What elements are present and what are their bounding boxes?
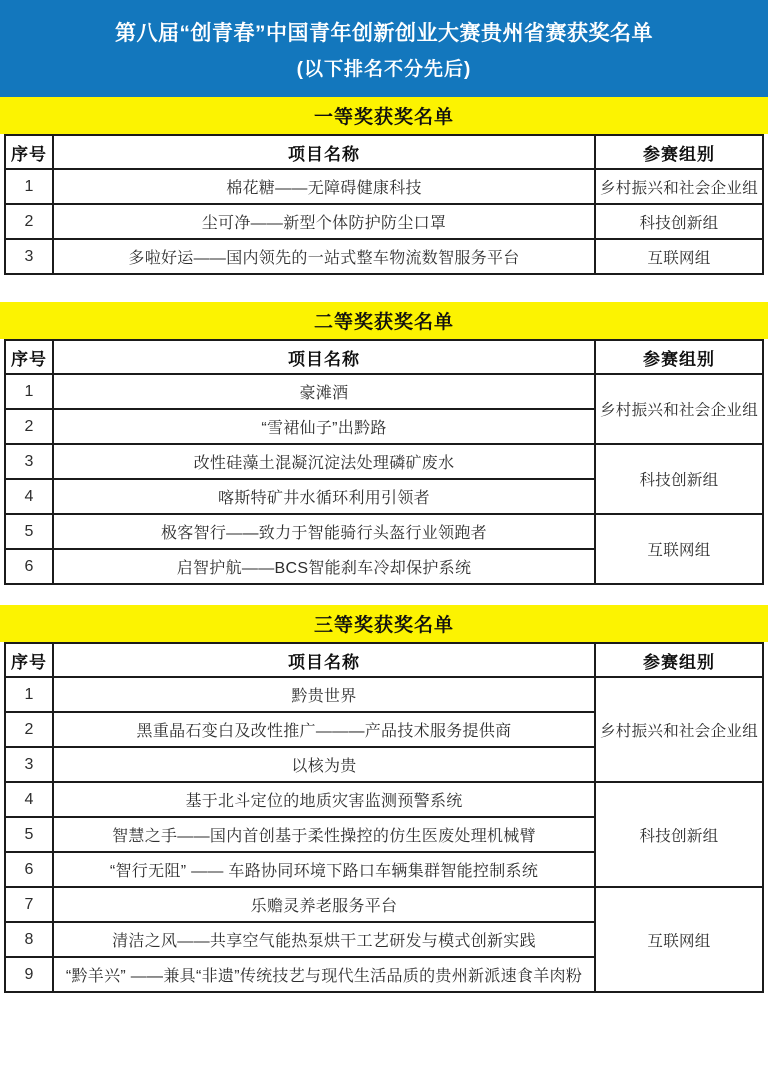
cell-no: 6 xyxy=(5,549,53,584)
cell-group: 互联网组 xyxy=(595,514,763,584)
section-banner: 三等奖获奖名单 xyxy=(0,605,768,642)
awards-table-body xyxy=(5,374,763,584)
cell-no: 4 xyxy=(5,479,53,514)
cell-project-name: 黑重晶石变白及改性推广———产品技术服务提供商 xyxy=(53,712,595,747)
section-banner: 一等奖获奖名单 xyxy=(0,97,768,134)
cell-no: 1 xyxy=(5,677,53,712)
cell-group: 乡村振兴和社会企业组 xyxy=(595,677,763,782)
cell-project-name: 乐赡灵养老服务平台 xyxy=(53,887,595,922)
awards-table xyxy=(4,642,764,993)
table-row xyxy=(5,444,763,479)
awards-table-body xyxy=(5,169,763,274)
table-row xyxy=(5,374,763,409)
page-subtitle: (以下排名不分先后) xyxy=(296,58,472,80)
cell-no: 3 xyxy=(5,444,53,479)
page-title: 第八届“创青春”中国青年创新创业大赛贵州省赛获奖名单 xyxy=(115,21,653,45)
col-header-no: 序号 xyxy=(5,340,53,374)
col-header-no: 序号 xyxy=(5,135,53,169)
cell-group: 科技创新组 xyxy=(595,444,763,514)
col-header-project-name: 项目名称 xyxy=(53,340,595,374)
cell-project-name: 豪滩酒 xyxy=(53,374,595,409)
header-row xyxy=(5,340,763,374)
cell-no: 3 xyxy=(5,747,53,782)
table-row xyxy=(5,514,763,549)
cell-group: 乡村振兴和社会企业组 xyxy=(595,169,763,204)
cell-no: 1 xyxy=(5,374,53,409)
award-section-2 xyxy=(0,302,768,585)
awards-table xyxy=(4,339,764,585)
col-header-group: 参赛组别 xyxy=(595,135,763,169)
award-section-3 xyxy=(0,605,768,993)
cell-no: 4 xyxy=(5,782,53,817)
cell-no: 5 xyxy=(5,817,53,852)
cell-project-name: 极客智行——致力于智能骑行头盔行业领跑者 xyxy=(53,514,595,549)
col-header-group: 参赛组别 xyxy=(595,643,763,677)
table-row xyxy=(5,239,763,274)
cell-project-name: 多啦好运——国内领先的一站式整车物流数智服务平台 xyxy=(53,239,595,274)
awards-table xyxy=(4,134,764,275)
header-row xyxy=(5,643,763,677)
cell-group: 科技创新组 xyxy=(595,782,763,887)
col-header-no: 序号 xyxy=(5,643,53,677)
cell-group: 互联网组 xyxy=(595,239,763,274)
cell-project-name: “雪裙仙子”出黔路 xyxy=(53,409,595,444)
cell-project-name: 尘可净——新型个体防护防尘口罩 xyxy=(53,204,595,239)
cell-project-name: 基于北斗定位的地质灾害监测预警系统 xyxy=(53,782,595,817)
section-banner: 二等奖获奖名单 xyxy=(0,302,768,339)
cell-project-name: 黔贵世界 xyxy=(53,677,595,712)
cell-project-name: “黔羊兴” ——兼具“非遗”传统技艺与现代生活品质的贵州新派速食羊肉粉 xyxy=(53,957,595,992)
cell-project-name: 改性硅藻土混凝沉淀法处理磷矿废水 xyxy=(53,444,595,479)
cell-no: 7 xyxy=(5,887,53,922)
table-row xyxy=(5,677,763,712)
table-row xyxy=(5,204,763,239)
cell-no: 9 xyxy=(5,957,53,992)
cell-no: 1 xyxy=(5,169,53,204)
cell-project-name: 启智护航——BCS智能刹车冷却保护系统 xyxy=(53,549,595,584)
sections xyxy=(0,97,768,993)
awards-table-body xyxy=(5,677,763,992)
awards-table-head xyxy=(5,135,763,169)
table-row xyxy=(5,887,763,922)
page-header xyxy=(0,0,768,97)
col-header-project-name: 项目名称 xyxy=(53,135,595,169)
cell-group: 科技创新组 xyxy=(595,204,763,239)
cell-no: 2 xyxy=(5,409,53,444)
col-header-project-name: 项目名称 xyxy=(53,643,595,677)
table-row xyxy=(5,782,763,817)
cell-project-name: 喀斯特矿井水循环利用引领者 xyxy=(53,479,595,514)
awards-table-head xyxy=(5,643,763,677)
awards-table-head xyxy=(5,340,763,374)
award-section-1 xyxy=(0,97,768,275)
cell-project-name: 以核为贵 xyxy=(53,747,595,782)
col-header-group: 参赛组别 xyxy=(595,340,763,374)
cell-project-name: 棉花糖——无障碍健康科技 xyxy=(53,169,595,204)
cell-no: 5 xyxy=(5,514,53,549)
cell-group: 乡村振兴和社会企业组 xyxy=(595,374,763,444)
cell-no: 2 xyxy=(5,204,53,239)
cell-no: 3 xyxy=(5,239,53,274)
cell-group: 互联网组 xyxy=(595,887,763,992)
header-row xyxy=(5,135,763,169)
cell-project-name: 清洁之风——共享空气能热泵烘干工艺研发与模式创新实践 xyxy=(53,922,595,957)
table-row xyxy=(5,169,763,204)
cell-project-name: “智行无阻” —— 车路协同环境下路口车辆集群智能控制系统 xyxy=(53,852,595,887)
cell-no: 8 xyxy=(5,922,53,957)
cell-no: 2 xyxy=(5,712,53,747)
cell-project-name: 智慧之手——国内首创基于柔性操控的仿生医废处理机械臂 xyxy=(53,817,595,852)
cell-no: 6 xyxy=(5,852,53,887)
